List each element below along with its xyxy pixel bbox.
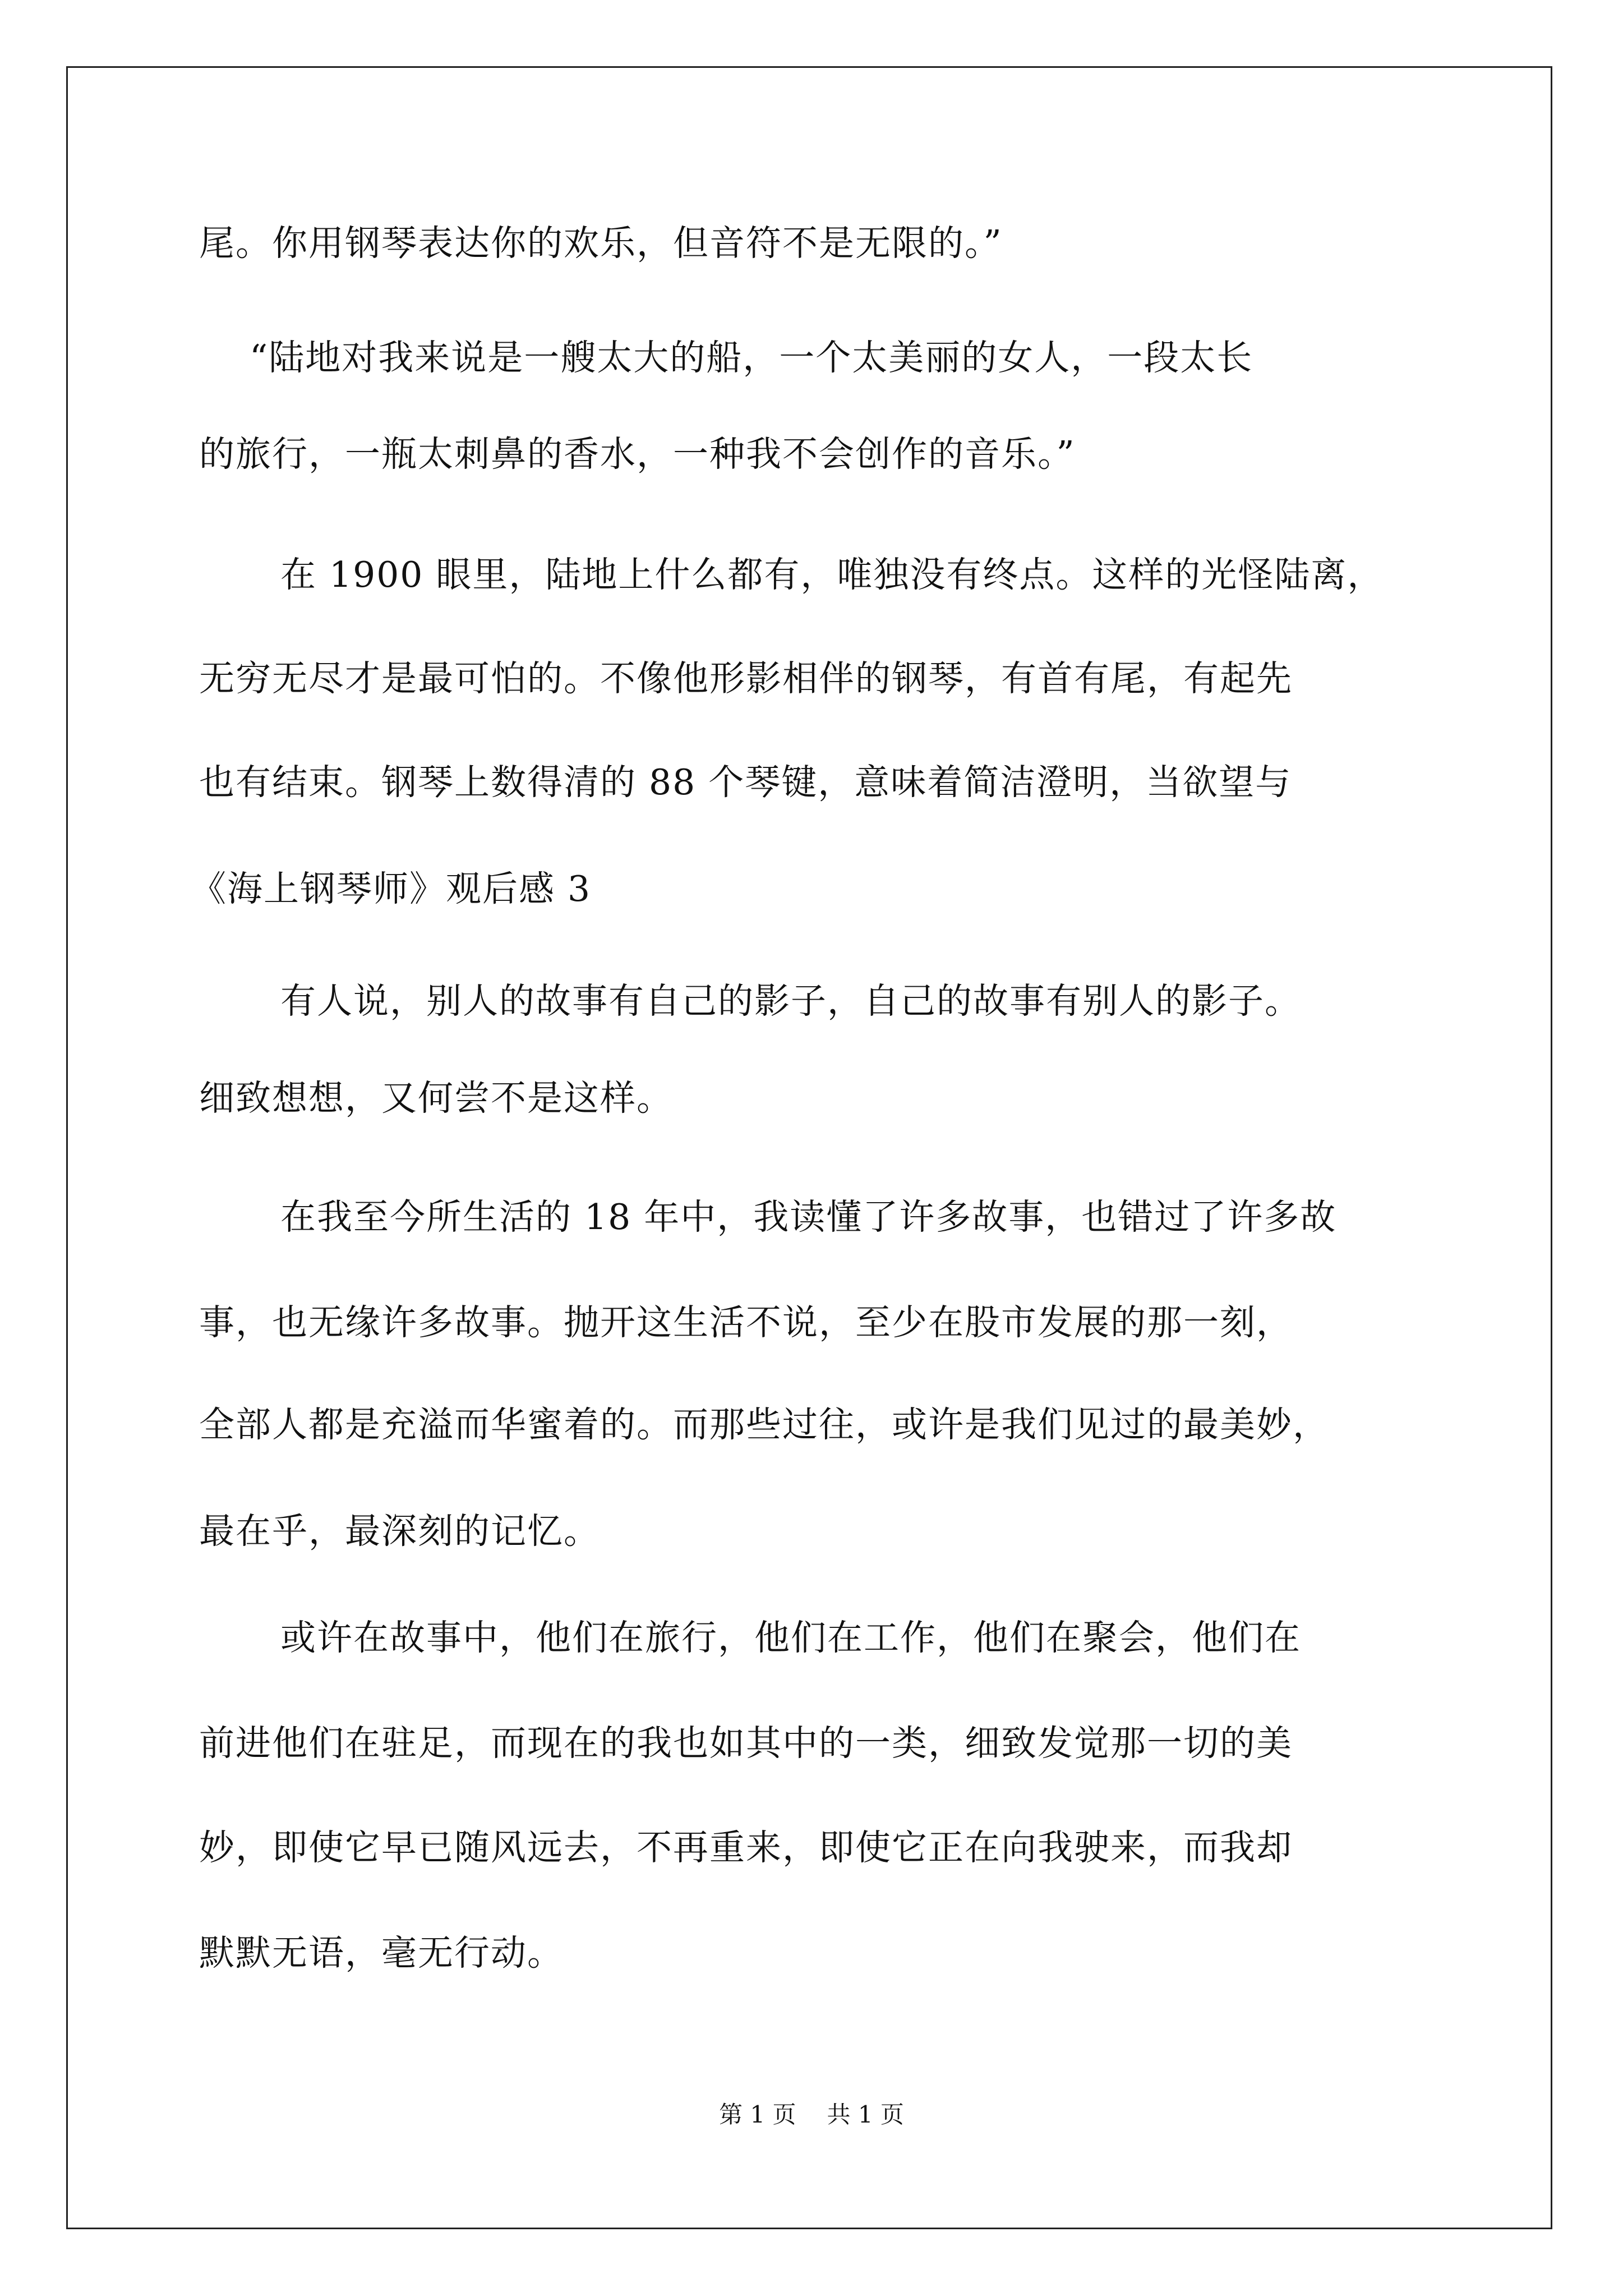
text-line: “陆地对我来说是一艘太大的船，一个太美丽的女人，一段太长 — [250, 337, 1253, 378]
text-line: 妙，即使它早已随风远去，不再重来，即使它正在向我驶来，而我却 — [199, 1827, 1293, 1868]
text-line: 或许在故事中，他们在旅行，他们在工作，他们在聚会，他们在 — [280, 1617, 1301, 1658]
page-footer — [0, 2101, 1623, 2129]
text-line: 前进他们在驻足，而现在的我也如其中的一类，细致发觉那一切的美 — [199, 1723, 1293, 1764]
text-line: 也有结束。钢琴上数得清的 88 个琴键，意味着简洁澄明，当欲望与 — [199, 762, 1292, 803]
text-line: 在我至今所生活的 18 年中，我读懂了许多故事，也错过了许多故 — [280, 1197, 1337, 1237]
page-border — [66, 66, 1552, 2229]
text-line: 最在乎，最深刻的记忆。 — [199, 1511, 600, 1552]
text-line: 事，也无缘许多故事。抛开这生活不说，至少在股市发展的那一刻， — [199, 1302, 1293, 1343]
text-line: 无穷无尽才是最可怕的。不像他形影相伴的钢琴，有首有尾，有起先 — [199, 658, 1293, 699]
page-total: 共 1 页 — [827, 2101, 904, 2128]
text-line: 在 1900 眼里，陆地上什么都有，唯独没有终点。这样的光怪陆离， — [280, 554, 1384, 595]
page-number: 第 1 页 — [719, 2101, 796, 2128]
text-line: 有人说，别人的故事有自己的影子，自己的故事有别人的影子。 — [280, 981, 1301, 1022]
text-line: 细致想想，又何尝不是这样。 — [199, 1078, 673, 1119]
text-line: 默默无语，毫无行动。 — [199, 1932, 564, 1973]
text-line: 尾。你用钢琴表达你的欢乐，但音符不是无限的。” — [199, 223, 1003, 264]
text-line: 的旅行，一瓶太刺鼻的香水，一种我不会创作的音乐。” — [199, 434, 1076, 475]
section-heading: 《海上钢琴师》观后感 3 — [191, 868, 592, 909]
text-line: 全部人都是充溢而华蜜着的。而那些过往，或许是我们见过的最美妙， — [199, 1404, 1329, 1445]
